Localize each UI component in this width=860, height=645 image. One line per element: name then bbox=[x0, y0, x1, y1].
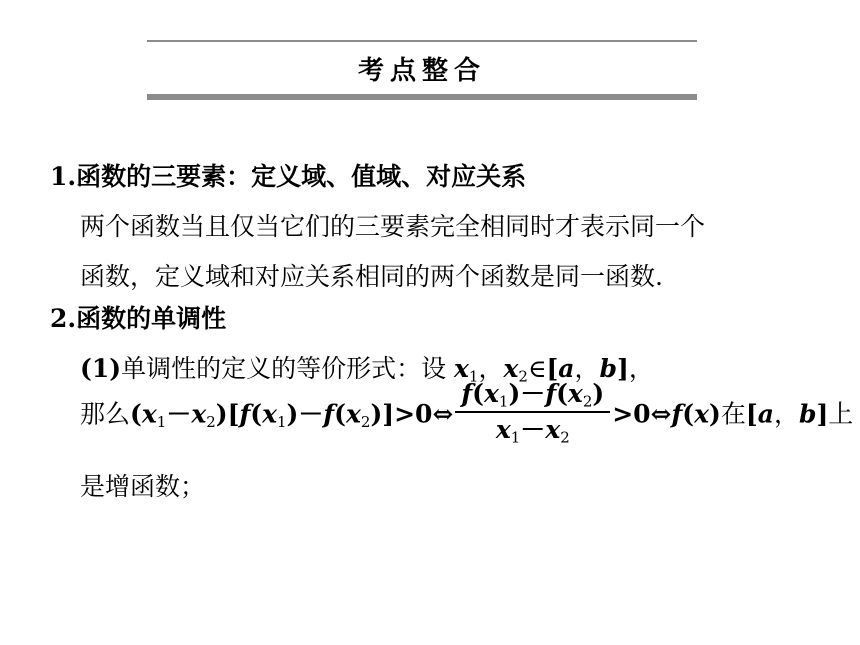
var-x: x bbox=[567, 379, 583, 408]
minus: － bbox=[520, 415, 546, 444]
var-x: x bbox=[495, 415, 511, 444]
slide-title: 考点整合 bbox=[357, 56, 486, 86]
paren: ( bbox=[250, 399, 263, 429]
sub-1: 1 bbox=[498, 392, 509, 411]
section-1-line-2: 函数，定义域和对应关系相同的两个函数是同一函数. bbox=[80, 262, 663, 291]
title-top-rule bbox=[147, 40, 697, 42]
minus: － bbox=[520, 379, 546, 408]
paren: ( bbox=[472, 379, 484, 408]
gt-zero-iff: >0⇔ bbox=[612, 399, 672, 429]
sub-1: 1 bbox=[468, 367, 479, 386]
fraction-numerator bbox=[455, 379, 610, 413]
element-of-symbol: ∈ bbox=[527, 354, 547, 383]
func-f: f bbox=[545, 379, 557, 408]
var-b: b bbox=[798, 399, 817, 429]
title-bottom-rule bbox=[147, 94, 697, 100]
paren: )[ bbox=[215, 399, 240, 429]
sub-2: 2 bbox=[582, 392, 593, 411]
sub-2: 2 bbox=[206, 413, 216, 431]
var-x: x bbox=[345, 399, 361, 429]
minus: － bbox=[298, 399, 324, 429]
func-f: f bbox=[671, 399, 683, 429]
paren: ( bbox=[682, 399, 695, 429]
var-b: b bbox=[599, 354, 617, 383]
paren: ) bbox=[508, 379, 521, 408]
comma: ， bbox=[478, 354, 504, 383]
paren: ) bbox=[592, 379, 605, 408]
right-bracket: ] bbox=[816, 399, 829, 429]
sub-1: 1 bbox=[510, 428, 521, 447]
var-x: x bbox=[262, 399, 277, 429]
difference-quotient-fraction bbox=[455, 379, 610, 445]
var-x: x bbox=[141, 399, 157, 429]
fraction-denominator bbox=[455, 413, 610, 445]
var-x: x bbox=[191, 399, 207, 429]
left-bracket: [ bbox=[546, 354, 559, 383]
sub-2: 2 bbox=[518, 367, 528, 386]
monotonic-formula bbox=[80, 379, 854, 449]
var-a: a bbox=[558, 354, 575, 383]
section-2-tail: 是增函数； bbox=[80, 472, 206, 501]
var-x: x bbox=[484, 379, 499, 408]
separator: ， bbox=[574, 354, 600, 383]
func-f: f bbox=[323, 399, 335, 429]
left-bracket: [ bbox=[745, 399, 758, 429]
tail-comma: ， bbox=[628, 354, 654, 383]
var-x: x bbox=[503, 354, 519, 383]
right-bracket: ] bbox=[617, 354, 629, 383]
var-x: x bbox=[454, 354, 469, 383]
paren: ( bbox=[334, 399, 346, 429]
item-1-prefix: (1) bbox=[80, 354, 122, 383]
paren: ( bbox=[130, 399, 142, 429]
func-f: f bbox=[239, 399, 251, 429]
minus: － bbox=[166, 399, 192, 429]
formula-lead: 那么 bbox=[80, 399, 131, 429]
paren: ) bbox=[286, 399, 299, 429]
var-x: x bbox=[545, 415, 561, 444]
paren: ) bbox=[709, 399, 721, 429]
sub-1: 1 bbox=[156, 413, 167, 431]
section-1-line-1: 两个函数当且仅当它们的三要素完全相同时才表示同一个 bbox=[80, 212, 706, 241]
word-zai: 在 bbox=[720, 399, 746, 429]
paren: ( bbox=[556, 379, 568, 408]
paren-gt-zero-iff: )]>0⇔ bbox=[370, 399, 454, 429]
sub-2: 2 bbox=[560, 428, 570, 447]
var-x: x bbox=[694, 399, 710, 429]
func-f: f bbox=[461, 379, 473, 408]
sub-2: 2 bbox=[360, 413, 371, 431]
sub-1: 1 bbox=[276, 413, 287, 431]
section-2-heading: 2.函数的单调性 bbox=[50, 304, 227, 333]
separator: ， bbox=[773, 399, 799, 429]
var-a: a bbox=[757, 399, 774, 429]
section-1-heading: 1.函数的三要素：定义域、值域、对应关系 bbox=[50, 162, 527, 191]
item-1-text: 单调性的定义的等价形式：设 bbox=[121, 354, 455, 383]
word-shang: 上 bbox=[828, 399, 854, 429]
